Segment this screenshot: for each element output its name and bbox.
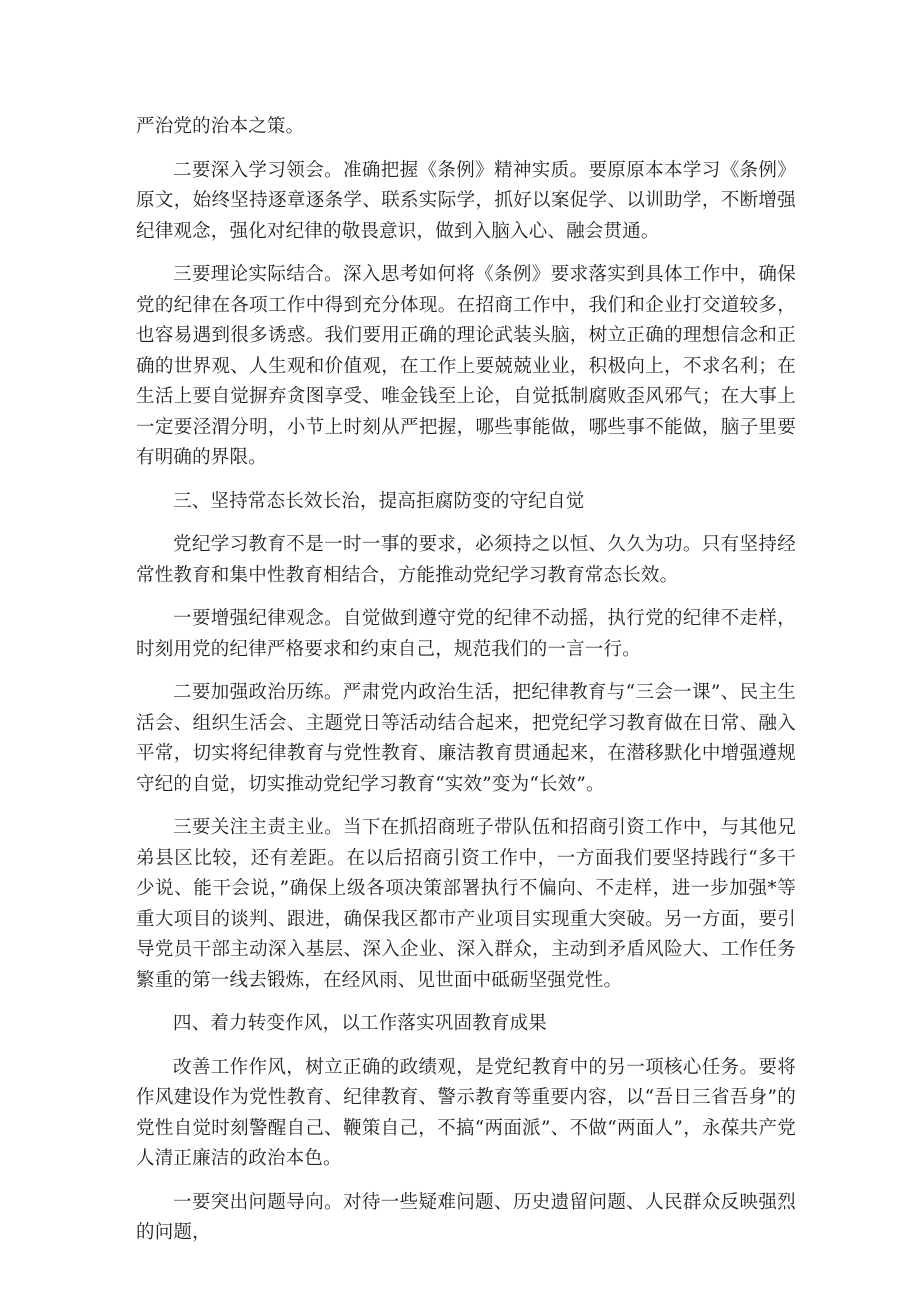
section-heading-four: 四、着力转变作风，以工作落实巩固教育成果	[173, 1013, 548, 1034]
paragraph-main-responsibility: 三要关注主责主业。当下在抓招商班子带队伍和招商引资工作中，与其他兄弟县区比较，还有差距。在以后招商引资工作中，一方面我们要坚持践行“多干少说、能干会说，”确保上级各项决策部署执行不偏向、不走样，进一步加强*等重大项目的谈判、跟进，确保我区都市产业项目实现重大突破。另一方面，要引导党员干部主动深入基层、深入企业、深入群众，主动到矛盾风险大、工作任务繁重的第一线去锻炼，在经风雨、见世面中砥砺坚强党性。	[136, 817, 796, 991]
paragraph-section-four-intro: 改善工作作风，树立正确的政绩观，是党纪教育中的另一项核心任务。要将作风建设作为党性教育、纪律教育、警示教育等重要内容，以“吾日三省吾身”的党性自觉时刻警醒自己、鞭策自己，不搞“两面派”、不做“两面人”，永葆共产党人清正廉洁的政治本色。	[136, 1056, 796, 1169]
paragraph-problem-oriented: 一要突出问题导向。对待一些疑难问题、历史遗留问题、人民群众反映强烈的问题，	[136, 1191, 796, 1243]
paragraph-section-three-intro: 党纪学习教育不是一时一事的要求，必须持之以恒、久久为功。只有坚持经常性教育和集中性教育相结合，方能推动党纪学习教育常态长效。	[136, 534, 796, 586]
section-heading-three: 三、坚持常态长效长治，提高拒腐防变的守纪自觉	[173, 490, 585, 512]
paragraph-continuation: 严治党的治本之策。	[136, 116, 305, 137]
paragraph-theory-practice: 三要理论实际结合。深入思考如何将《条例》要求落实到具体工作中，确保党的纪律在各项工作中得到充分体现。在招商工作中，我们和企业打交道较多，也容易遇到很多诱惑。我们要用正确的理论武装头脑，树立正确的理想信念和正确的世界观、人生观和价值观，在工作上要兢兢业业，积极向上，不求名利；在生活上要自觉摒弃贪图享受、唯金钱至上论，自觉抵制腐败歪风邪气；在大事上一定要泾渭分明，小节上时刻从严把握，哪些事能做，哪些事不能做，脑子里要有明确的界限。	[136, 264, 796, 468]
paragraph-study-deeply: 二要深入学习领会。准确把握《条例》精神实质。要原原本本学习《条例》原文，始终坚持逐章逐条学、联系实际学，抓好以案促学、以训助学，不断增强纪律观念，强化对纪律的敬畏意识，做到入脑入心、融会贯通。	[136, 159, 796, 242]
paragraph-political-training: 二要加强政治历练。严肃党内政治生活，把纪律教育与“三会一课”、民主生活会、组织生活会、主题党日等活动结合起来，把党纪学习教育做在日常、融入平常，切实将纪律教育与党性教育、廉洁教育贯通起来，在潜移默化中增强遵规守纪的自觉，切实推动党纪学习教育“实效”变为“长效”。	[136, 682, 796, 795]
paragraph-discipline-concept: 一要增强纪律观念。自觉做到遵守党的纪律不动摇，执行党的纪律不走样，时刻用党的纪律严格要求和约束自己，规范我们的一言一行。	[136, 608, 796, 660]
document-body	[136, 112, 796, 1262]
